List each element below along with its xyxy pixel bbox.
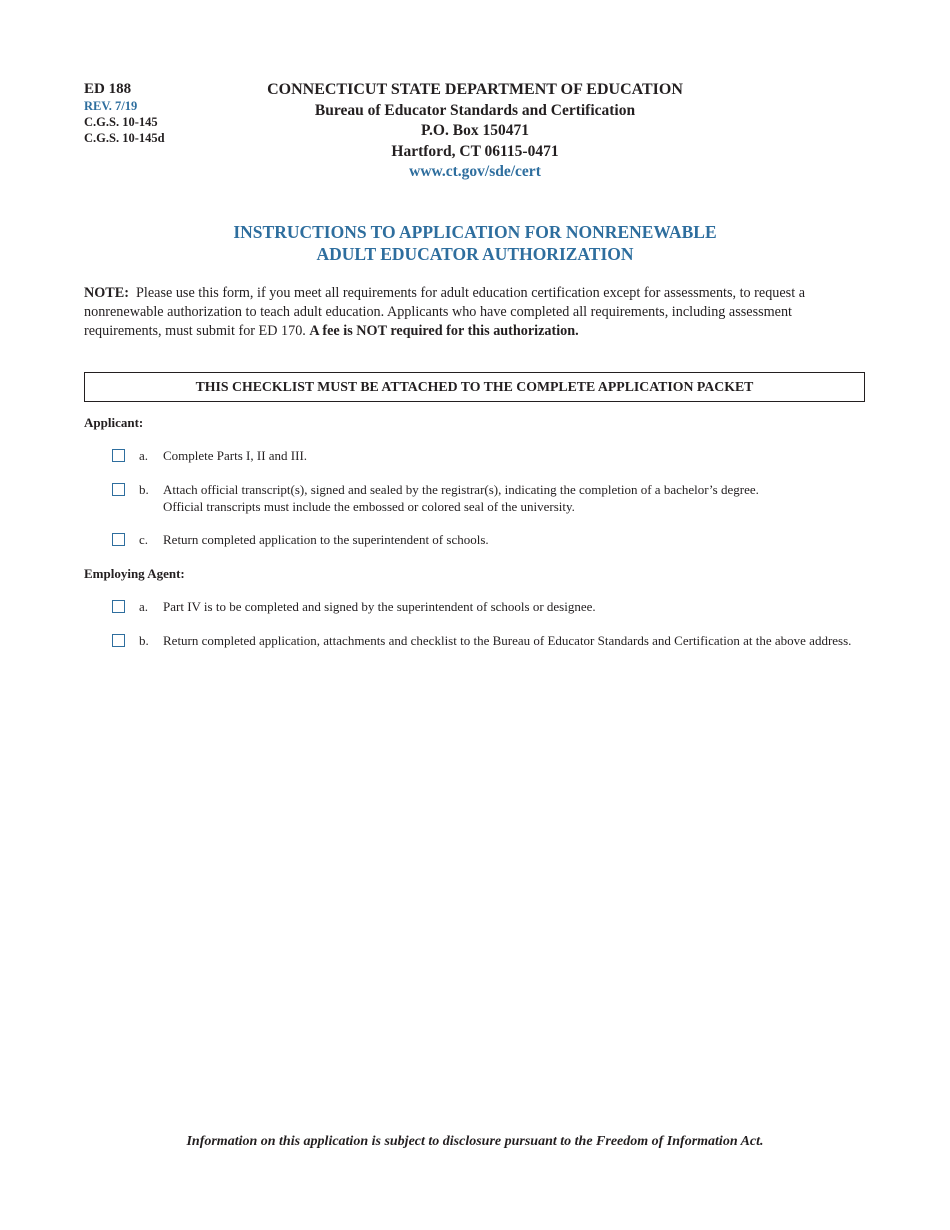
form-meta <box>84 80 165 146</box>
agency-website-link[interactable]: www.ct.gov/sde/cert <box>409 163 541 180</box>
checklist-banner: THIS CHECKLIST MUST BE ATTACHED TO THE COMPLETE APPLICATION PACKET <box>84 372 865 402</box>
item-text: Return completed application, attachments and checklist to the Bureau of Educator Standards and Certification at the above address. <box>163 633 852 648</box>
statute-1: C.G.S. 10-145 <box>84 115 158 129</box>
agency-name: CONNECTICUT STATE DEPARTMENT OF EDUCATION <box>267 81 683 98</box>
note-paragraph <box>84 284 868 341</box>
employing-agent-heading: Employing Agent: <box>84 566 185 581</box>
note-label: NOTE: <box>84 285 129 301</box>
foi-disclosure-footer: Information on this application is subject to disclosure pursuant to the Freedom of Information Act. <box>186 1134 764 1149</box>
item-text-line-1: Attach official transcript(s), signed and sealed by the registrar(s), indicating the completion of a bachelor’s degree. <box>163 482 759 497</box>
item-text: Complete Parts I, II and III. <box>163 448 308 463</box>
applicant-item-a-checkbox[interactable] <box>112 449 125 462</box>
employing-agent-item-b-checkbox[interactable] <box>112 634 125 647</box>
note-body: Please use this form, if you meet all requirements for adult education certification except for assessments, to request a nonrenewable authorization to teach adult education. Applicants who have completed all requirements, including assessment requirements, must submit for ED 170. <box>84 285 805 339</box>
item-text: Return completed application to the superintendent of schools. <box>163 532 489 547</box>
form-code: ED 188 <box>84 81 132 97</box>
applicant-item-c-checkbox[interactable] <box>112 533 125 546</box>
form-revision: REV. 7/19 <box>84 99 138 113</box>
item-letter: c. <box>139 532 149 547</box>
item-text: Part IV is to be completed and signed by the superintendent of schools or designee. <box>163 599 596 614</box>
document-title <box>100 221 850 265</box>
applicant-heading: Applicant: <box>84 415 144 430</box>
applicant-item-b-checkbox[interactable] <box>112 483 125 496</box>
item-text-line-2: Official transcripts must include the embossed or colored seal of the university. <box>163 499 575 514</box>
agency-po-box: P.O. Box 150471 <box>421 122 529 139</box>
agency-header <box>200 80 750 183</box>
item-letter: b. <box>139 633 149 648</box>
title-line-2: ADULT EDUCATOR AUTHORIZATION <box>316 244 634 264</box>
item-letter: a. <box>139 448 149 463</box>
employing-agent-item-a-checkbox[interactable] <box>112 600 125 613</box>
agency-city: Hartford, CT 06115-0471 <box>391 142 559 160</box>
item-text <box>163 481 863 515</box>
item-letter: b. <box>139 482 149 497</box>
statute-2: C.G.S. 10-145d <box>84 131 165 145</box>
note-emphasis: A fee is NOT required for this authorization. <box>309 323 579 339</box>
item-letter: a. <box>139 599 149 614</box>
agency-bureau: Bureau of Educator Standards and Certification <box>314 101 636 119</box>
title-line-1: INSTRUCTIONS TO APPLICATION FOR NONRENEWABLE <box>233 222 717 242</box>
